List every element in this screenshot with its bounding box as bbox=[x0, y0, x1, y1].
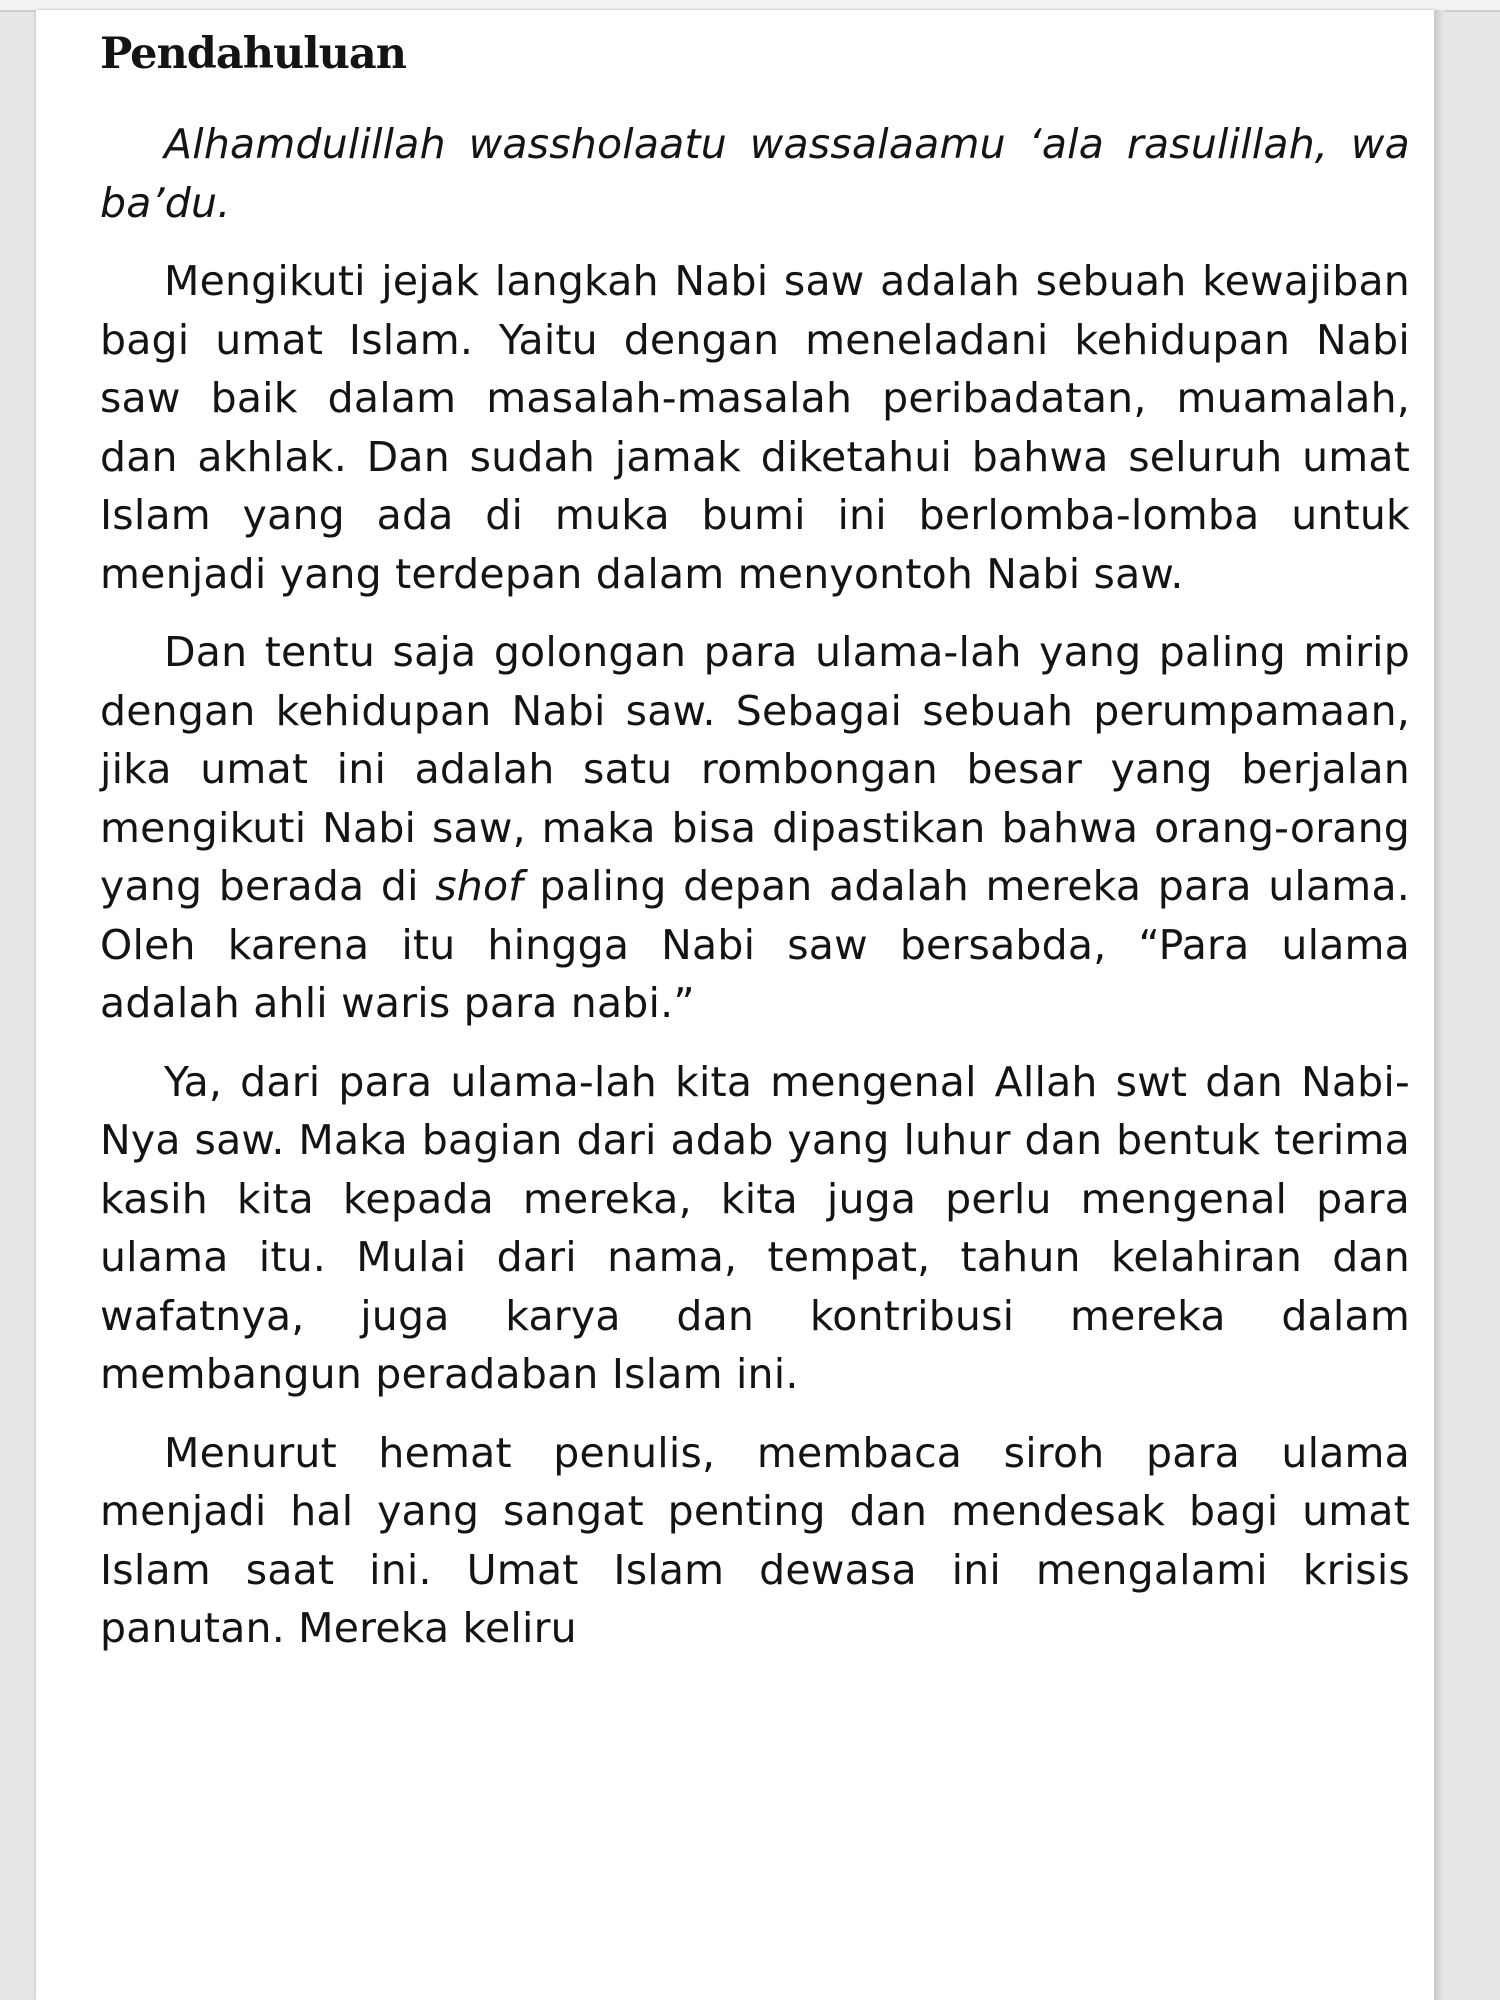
page-shadow bbox=[1434, 10, 1444, 2000]
paragraph-4: Menurut hemat penulis, membaca siroh para ulama menjadi hal yang sangat penting dan mendesak bagi umat Islam saat ini. Umat Islam dewasa ini mengalami krisis panutan. Mereka keliru bbox=[100, 1428, 1410, 1652]
document-page bbox=[36, 10, 1434, 2000]
paragraph-3: Ya, dari para ulama-lah kita mengenal Allah swt dan Nabi-Nya saw. Maka bagian dari adab yang luhur dan bentuk terima kasih kita kepada mereka, kita juga perlu mengenal para ulama itu. Mulai dari nama, tempat, tahun kelahiran dan wafatnya, juga karya dan kontribusi mereka dalam membangun peradaban Islam ini. bbox=[100, 1057, 1410, 1398]
paragraph-2-text-after: paling depan adalah mereka para ulama. Oleh karena itu hingga Nabi saw bersabda, “Para ulama adalah ahli waris para nabi.” bbox=[100, 862, 1410, 1027]
page-content bbox=[100, 10, 1410, 1658]
intro-paragraph: Alhamdulillah wassholaatu wassalaamu ‘ala rasulillah, wa ba’du. bbox=[100, 120, 1410, 227]
paragraph-1: Mengikuti jejak langkah Nabi saw adalah sebuah kewajiban bagi umat Islam. Yaitu dengan meneladani kehidupan Nabi saw baik dalam masalah-masalah peribadatan, muamalah, dan akhlak. Dan sudah jamak diketahui bahwa seluruh umat Islam yang ada di muka bumi ini berlomba-lomba untuk menjadi yang terdepan dalam menyontoh Nabi saw. bbox=[100, 257, 1410, 598]
paragraph-2-text-before: Dan tentu saja golongan para ulama-lah yang paling mirip dengan kehidupan Nabi saw. Sebagai sebuah perumpamaan, jika umat ini adalah satu rombongan besar yang berjalan mengikuti Nabi saw, maka bisa dipastikan bahwa orang-orang yang berada di bbox=[100, 628, 1410, 910]
section-heading: Pendahuluan bbox=[100, 29, 406, 79]
paragraph-2-italic-term: shof bbox=[435, 862, 523, 910]
paragraph-2 bbox=[100, 623, 1410, 1033]
